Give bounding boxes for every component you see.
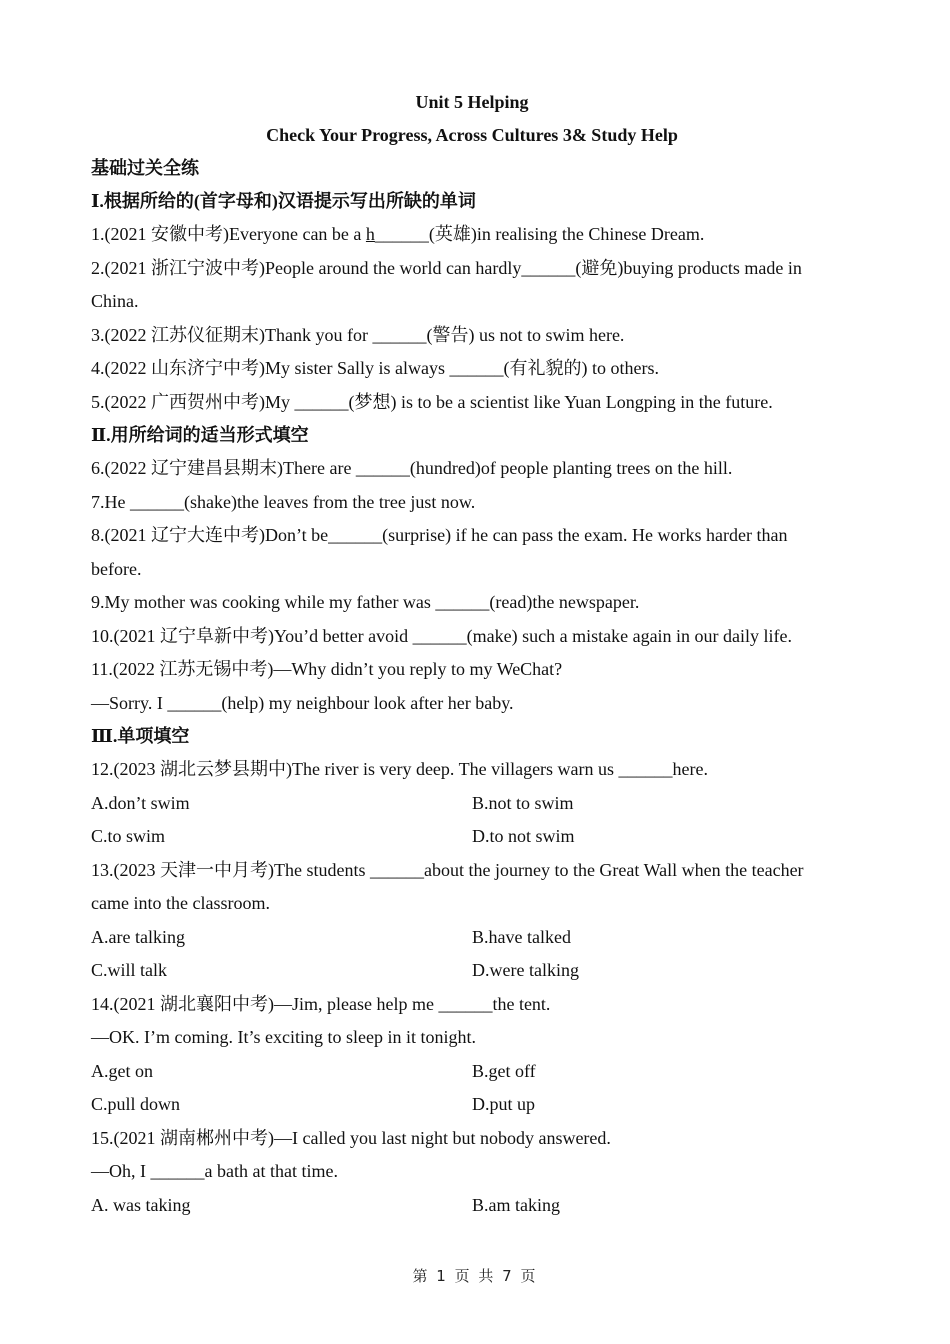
unit-title: Unit 5 Helping (415, 92, 529, 112)
question-13-options-row-2 (91, 954, 853, 988)
question-14: 14.(2021 湖北襄阳中考)—Jim, please help me ______the tent. (91, 993, 551, 1014)
question-12-option-a: A.don’t swim (91, 792, 190, 813)
part-label: 基础过关全练 (91, 158, 199, 178)
question-8-continued: before. (91, 558, 142, 579)
question-5: 5.(2022 广西贺州中考)My ______(梦想) is to be a scientist like Yuan Longping in the future. (91, 391, 773, 412)
question-15-options-row-1 (91, 1189, 853, 1223)
question-2: 2.(2021 浙江宁波中考)People around the world can hardly______(避免)buying products made in (91, 257, 802, 278)
question-1 (91, 218, 853, 252)
question-14-response: —OK. I’m coming. It’s exciting to sleep in it tonight. (91, 1027, 476, 1047)
question-1-text-end: ______(英雄)in realising the Chinese Dream. (374, 224, 705, 244)
question-13-option-b: B.have talked (472, 926, 571, 947)
question-1-text: 1.(2021 安徽中考)Everyone can be a (91, 224, 366, 244)
question-13-option-a: A.are talking (91, 926, 185, 947)
question-14-options-row-1 (91, 1055, 853, 1089)
question-13-continued: came into the classroom. (91, 893, 270, 913)
question-15: 15.(2021 湖南郴州中考)—I called you last night but nobody answered. (91, 1127, 611, 1148)
question-13: 13.(2023 天津一中月考)The students ______about the journey to the Great Wall when the teacher (91, 859, 804, 880)
question-12-option-b: B.not to swim (472, 792, 574, 813)
question-3: 3.(2022 江苏仪征期末)Thank you for ______(警告) us not to swim here. (91, 324, 625, 345)
question-11-response: —Sorry. I ______(help) my neighbour look after her baby. (91, 692, 514, 713)
question-12: 12.(2023 湖北云梦县期中)The river is very deep. The villagers warn us ______here. (91, 759, 709, 779)
section-3-title: Ⅲ.单项填空 (91, 726, 190, 746)
question-13-option-d: D.were talking (472, 960, 579, 980)
section-2-title: Ⅱ.用所给词的适当形式填空 (91, 425, 309, 445)
question-12-option-c: C.to swim (91, 826, 166, 846)
question-14-option-a: A.get on (91, 1060, 153, 1081)
section-1-title: Ⅰ.根据所给的(首字母和)汉语提示写出所缺的单词 (91, 191, 476, 211)
question-14-options-row-2 (91, 1088, 853, 1122)
question-13-options-row-1 (91, 921, 853, 955)
question-12-options-row-2 (91, 820, 853, 854)
question-12-option-d: D.to not swim (472, 826, 575, 846)
question-8: 8.(2021 辽宁大连中考)Don’t be______(surprise) if he can pass the exam. He works harder than (91, 525, 788, 545)
question-13-option-c: C.will talk (91, 960, 167, 980)
question-15-response: —Oh, I ______a bath at that time. (91, 1161, 338, 1181)
question-14-option-c: C.pull down (91, 1094, 181, 1114)
question-2-continued: China. (91, 291, 139, 311)
question-6: 6.(2022 辽宁建昌县期末)There are ______(hundred)of people planting trees on the hill. (91, 458, 733, 478)
question-15-option-a: A. was taking (91, 1194, 191, 1215)
question-9: 9.My mother was cooking while my father was ______(read)the newspaper. (91, 592, 640, 612)
question-4: 4.(2022 山东济宁中考)My sister Sally is always ______(有礼貌的) to others. (91, 358, 659, 378)
page-number-footer: 第 1 页 共 7 页 (412, 1267, 538, 1285)
question-15-option-b: B.am taking (472, 1194, 560, 1215)
question-14-option-b: B.get off (472, 1060, 536, 1081)
document-page (91, 86, 853, 1222)
question-1-hint-letter: h (365, 224, 375, 244)
question-10: 10.(2021 辽宁阜新中考)You’d better avoid ______(make) such a mistake again in our daily life. (91, 625, 793, 646)
question-11: 11.(2022 江苏无锡中考)—Why didn’t you reply to my WeChat? (91, 659, 563, 679)
question-14-option-d: D.put up (472, 1094, 535, 1114)
question-7: 7.He ______(shake)the leaves from the tree just now. (91, 491, 476, 512)
question-12-options-row-1 (91, 787, 853, 821)
unit-subtitle: Check Your Progress, Across Cultures 3& Study Help (266, 125, 678, 145)
